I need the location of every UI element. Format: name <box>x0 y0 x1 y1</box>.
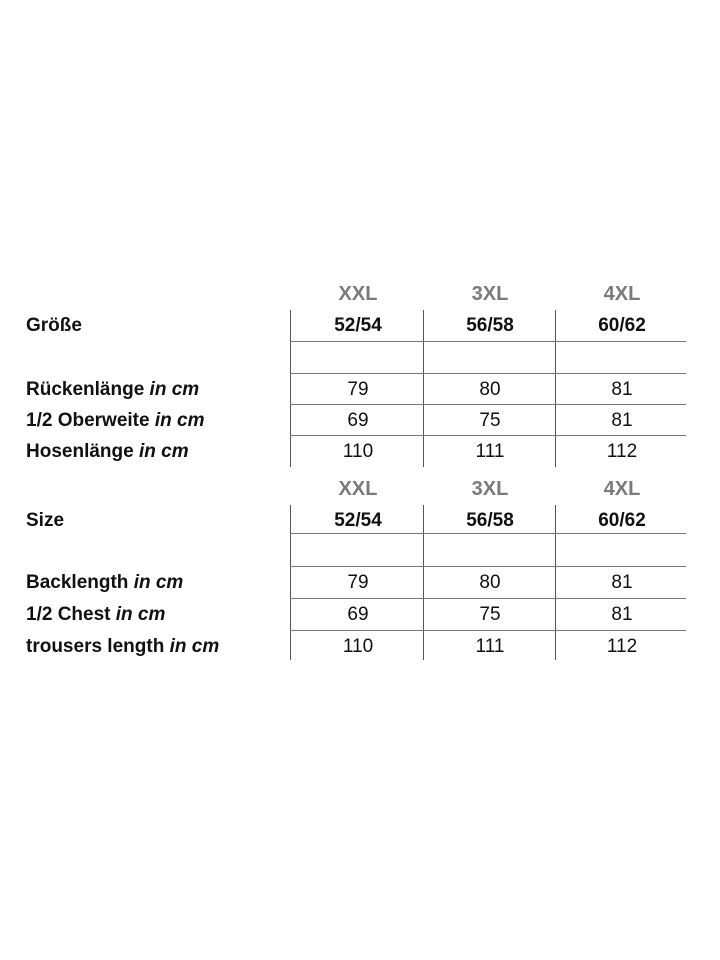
size-number-cell: 60/62 <box>598 510 646 531</box>
value-cell: 110 <box>342 441 374 462</box>
column-divider <box>423 310 424 467</box>
value-cell: 80 <box>479 379 501 400</box>
value-cell: 81 <box>611 379 633 400</box>
size-label-3xl: 3XL <box>471 478 509 500</box>
size-label-4xl: 4XL <box>603 283 641 305</box>
header-label: Size <box>26 510 65 531</box>
size-label-4xl: 4XL <box>603 478 641 500</box>
row-divider <box>290 341 686 342</box>
size-number-cell: 52/54 <box>334 315 382 336</box>
row-divider <box>290 404 686 405</box>
value-cell: 81 <box>611 410 633 431</box>
value-cell: 81 <box>611 604 633 625</box>
row-label: Rückenlänge in cm <box>26 379 200 400</box>
row-divider <box>290 598 686 599</box>
size-label-xxl: XXL <box>338 283 378 305</box>
row-divider <box>290 566 686 567</box>
value-cell: 81 <box>611 572 633 593</box>
value-cell: 69 <box>347 604 369 625</box>
row-label: trousers length in cm <box>26 636 220 657</box>
empty-spacer-row <box>0 537 720 568</box>
size-label-3xl: 3XL <box>471 283 509 305</box>
table-row <box>0 599 720 630</box>
value-cell: 110 <box>342 636 374 657</box>
size-number-cell: 56/58 <box>466 510 514 531</box>
column-divider <box>290 505 291 660</box>
column-divider <box>423 505 424 660</box>
row-label: 1/2 Chest in cm <box>26 604 166 625</box>
value-cell: 111 <box>475 636 505 657</box>
value-cell: 80 <box>479 572 501 593</box>
size-number-cell: 56/58 <box>466 315 514 336</box>
column-divider <box>290 310 291 467</box>
value-cell: 111 <box>475 441 505 462</box>
table-row <box>0 405 720 436</box>
size-number-cell: 52/54 <box>334 510 382 531</box>
table-header-row <box>0 504 720 536</box>
size-number-cell: 60/62 <box>598 315 646 336</box>
row-divider <box>290 533 686 534</box>
value-cell: 112 <box>606 636 638 657</box>
value-cell: 79 <box>347 379 369 400</box>
value-cell: 112 <box>606 441 638 462</box>
table-row <box>0 436 720 467</box>
row-divider <box>290 630 686 631</box>
value-cell: 69 <box>347 410 369 431</box>
column-divider <box>555 505 556 660</box>
row-label: Backlength in cm <box>26 572 184 593</box>
row-divider <box>290 435 686 436</box>
table-row <box>0 567 720 598</box>
table-row <box>0 631 720 662</box>
header-label: Größe <box>26 315 82 336</box>
value-cell: 79 <box>347 572 369 593</box>
table-row <box>0 374 720 405</box>
column-divider <box>555 310 556 467</box>
size-label-xxl: XXL <box>338 478 378 500</box>
empty-spacer-row <box>0 342 720 373</box>
value-cell: 75 <box>479 604 501 625</box>
table-header-row <box>0 309 720 341</box>
row-divider <box>290 373 686 374</box>
row-label: 1/2 Oberweite in cm <box>26 410 205 431</box>
value-cell: 75 <box>479 410 501 431</box>
row-label: Hosenlänge in cm <box>26 441 189 462</box>
